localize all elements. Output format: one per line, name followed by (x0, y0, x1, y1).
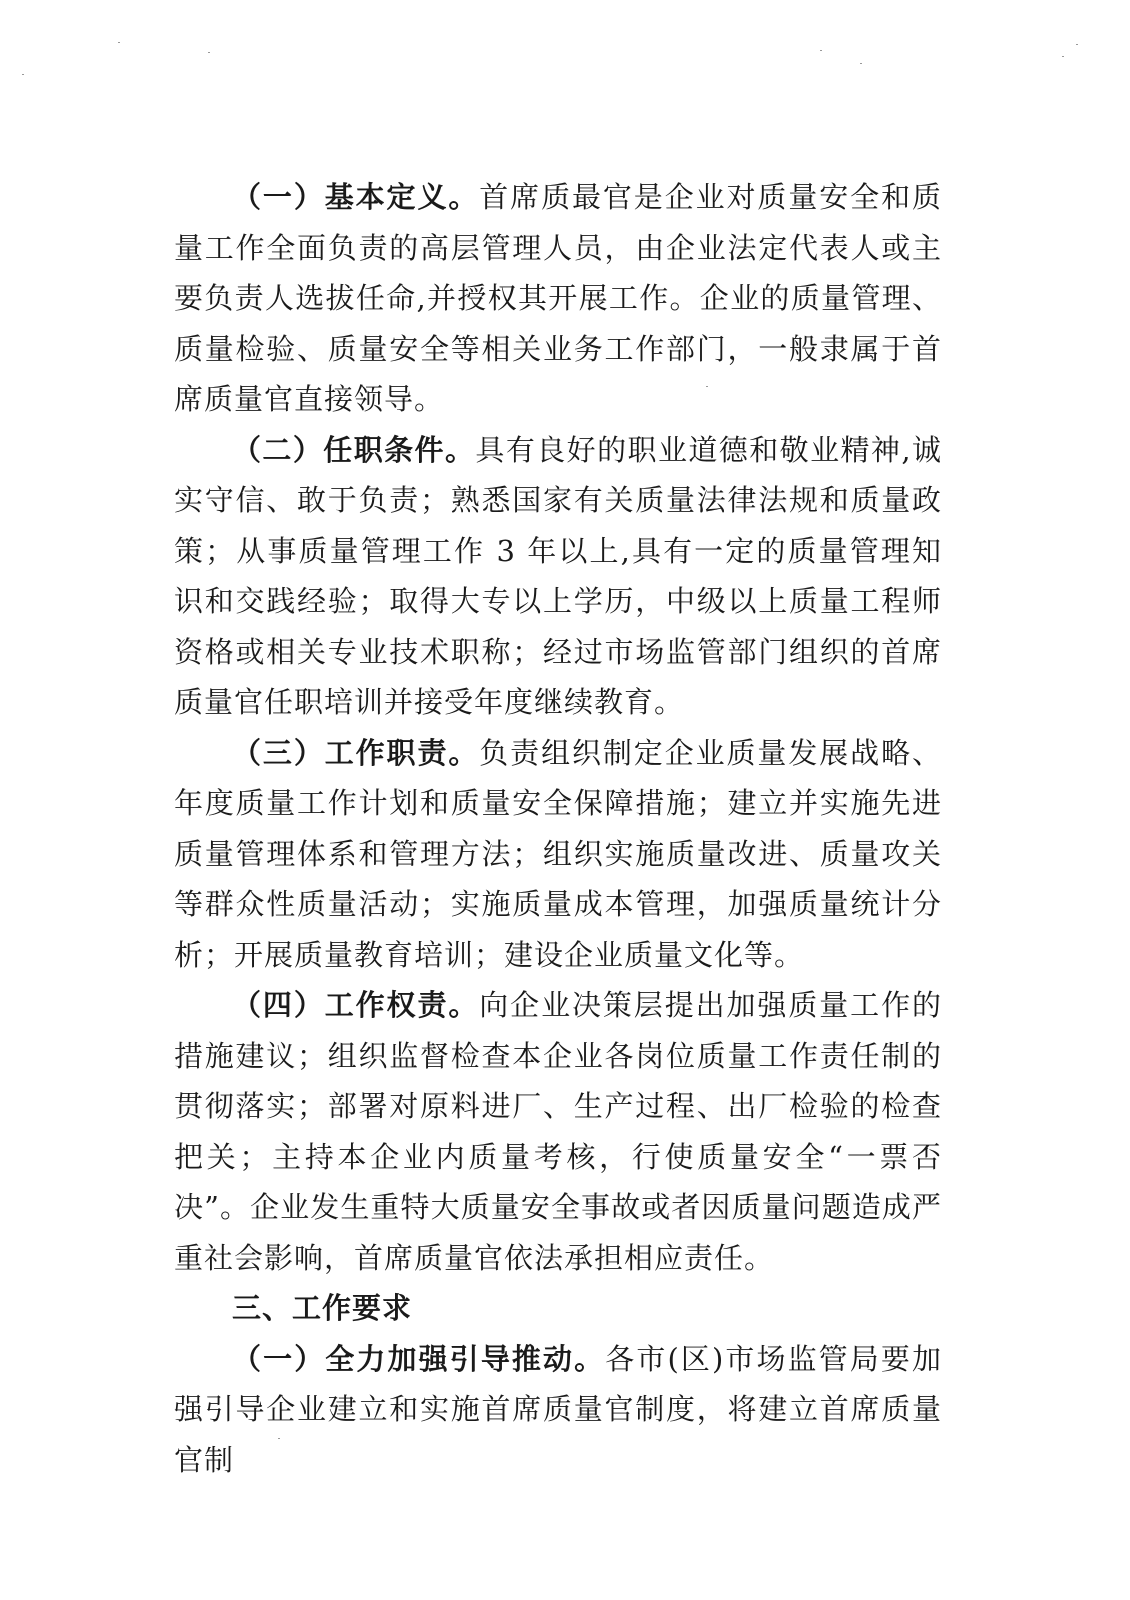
paragraph-text: 首席质最官是企业对质量安全和质量工作全面负责的高层管理人员，由企业法定代表人或主要负责人选拔任命,并授权其开展工作。企业的质量管理、质量检验、质量安全等相关业务工作部门，一般隶属于首席质量官直接领导。 (174, 180, 942, 416)
scan-speck (860, 63, 862, 64)
paragraph-lead: （三）工作职责。 (232, 735, 480, 770)
paragraph-text: 负责组织制定企业质量发展战略、年度质量工作计划和质量安全保障措施；建立并实施先进质量管理体系和管理方法；组织实施质量改进、质量攻关等群众性质量活动；实施质量成本管理，加强质量统计分析；开展质量教育培训；建设企业质量文化等。 (174, 735, 942, 972)
scan-speck (1062, 56, 1064, 57)
paragraph-lead: （四）工作权责。 (232, 988, 480, 1022)
scan-speck (1076, 44, 1078, 45)
scan-speck (118, 42, 120, 43)
paragraph-responsibilities (174, 728, 942, 981)
paragraph-lead: （一）基本定义。 (232, 180, 480, 214)
paragraph-text: 具有良好的职业道德和敬业精神,诚实守信、敢于负责；熟悉国家有关质量法律法规和质量政策；从事质量管理工作 3 年以上,具有一定的质量管理知识和交践经验；取得大专以上学历，中级以上质量工程师资格或相关专业技术职称；经过市场监管部门组织的首席质量官任职培训并接受年度继续教育。 (174, 432, 942, 719)
paragraph-basic-definition (174, 172, 942, 425)
paragraph-authority (174, 980, 942, 1283)
scan-speck (208, 52, 210, 53)
paragraph-qualifications (174, 425, 942, 728)
paragraph-lead: （二）任职条件。 (232, 432, 476, 467)
scan-speck (820, 50, 822, 51)
scan-speck (22, 74, 24, 75)
paragraph-lead: （一）全力加强引导推动。 (232, 1341, 606, 1376)
section-heading: 三、工作要求 (232, 1291, 413, 1325)
paragraph-text: 各市(区)市场监管局要加强引导企业建立和实施首席质量官制度，将建立首席质量官制 (174, 1341, 942, 1477)
paragraph-guidance (174, 1334, 942, 1486)
paragraph-text: 向企业决策层提出加强质量工作的措施建议；组织监督检查本企业各岗位质量工作责任制的贯彻落实；部署对原料进厂、生产过程、出厂检验的检查把关；主持本企业内质量考核，行使质量安全“一票否决”。企业发生重特大质量安全事故或者因质量问题造成严重社会影响，首席质量官依法承担相应责任。 (174, 988, 942, 1275)
document-body (174, 172, 942, 1485)
